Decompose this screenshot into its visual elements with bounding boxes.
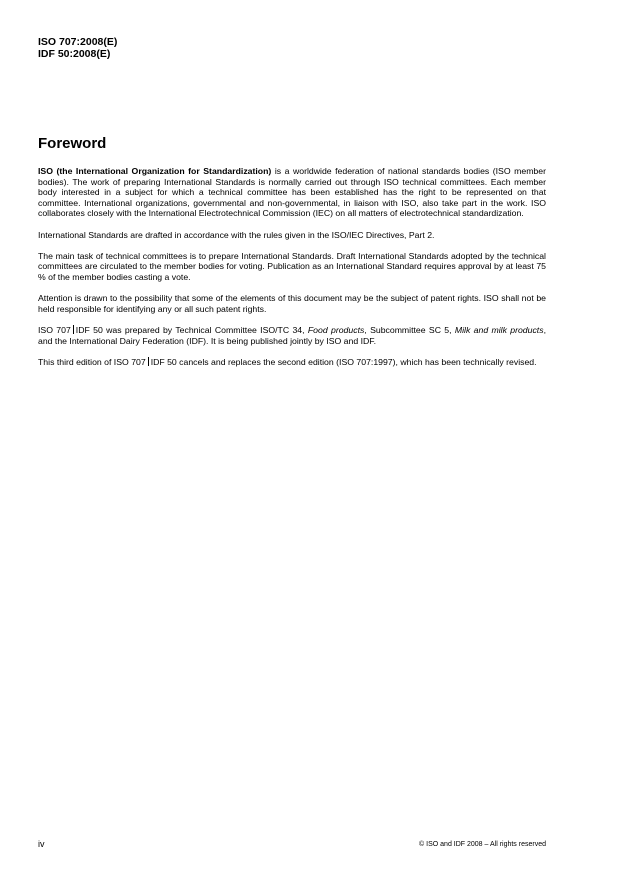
paragraph-prepared-by: [38, 325, 546, 346]
copyright-notice: © ISO and IDF 2008 – All rights reserved: [419, 841, 546, 848]
paragraph-iso-intro: [38, 166, 546, 219]
page-number: iv: [38, 839, 45, 849]
paragraph-directives: International Standards are drafted in accordance with the rules given in the ISO/IEC Directives, Part 2.: [38, 229, 435, 240]
iso-name-bold: ISO (the International Organization for Standardization): [38, 166, 272, 176]
separator-bar: [148, 357, 149, 366]
prepared-by-italic-2: Milk and milk products: [454, 324, 544, 335]
edition-text-1: This third edition of ISO 707: [38, 356, 146, 367]
prepared-by-text-3: , Subcommittee SC 5,: [364, 324, 455, 335]
separator-bar: [73, 325, 74, 334]
prepared-by-text-1: ISO 707: [38, 324, 71, 335]
foreword-body: [38, 166, 546, 378]
prepared-by-text-2: IDF 50 was prepared by Technical Committee ISO/TC 34,: [75, 324, 308, 335]
header-iso-reference: ISO 707:2008(E): [38, 36, 118, 48]
paragraph-edition: [38, 357, 546, 368]
prepared-by-italic-1: Food products: [307, 324, 365, 335]
paragraph-committees: The main task of technical committees is to prepare International Standards. Draft International Standards adopted by the technical committees are circulated to the member bodies for voting. Publication as an International Standard requires approval by at least 75 % of the member bodies casting a vote.: [38, 250, 546, 282]
page-title: Foreword: [38, 135, 107, 152]
header-idf-reference: IDF 50:2008(E): [38, 48, 111, 60]
document-header: [38, 36, 117, 60]
edition-text-2: IDF 50 cancels and replaces the second edition (ISO 707:1997), which has been technically revised.: [150, 356, 537, 367]
iso-intro-text: is a worldwide federation of national standards bodies (ISO member bodies). The work of preparing International Standards is normally carried out through ISO technical committees. Each member body interested in a subject for which a technical committee has been established has the right to be represented on that committee. International organizations, governmental and non-governmental, in liaison with ISO, also take part in the work. ISO collaborates closely with the International Electrotechnical Commission (IEC) on all matters of electrotechnical standardization.: [38, 166, 546, 219]
prepared-by-text-4: , and the International Dairy Federation (IDF). It is being published jointly by ISO and IDF.: [38, 324, 546, 346]
paragraph-patent-rights: Attention is drawn to the possibility that some of the elements of this document may be the subject of patent rights. ISO shall not be held responsible for identifying any or all such patent rights.: [38, 293, 546, 314]
